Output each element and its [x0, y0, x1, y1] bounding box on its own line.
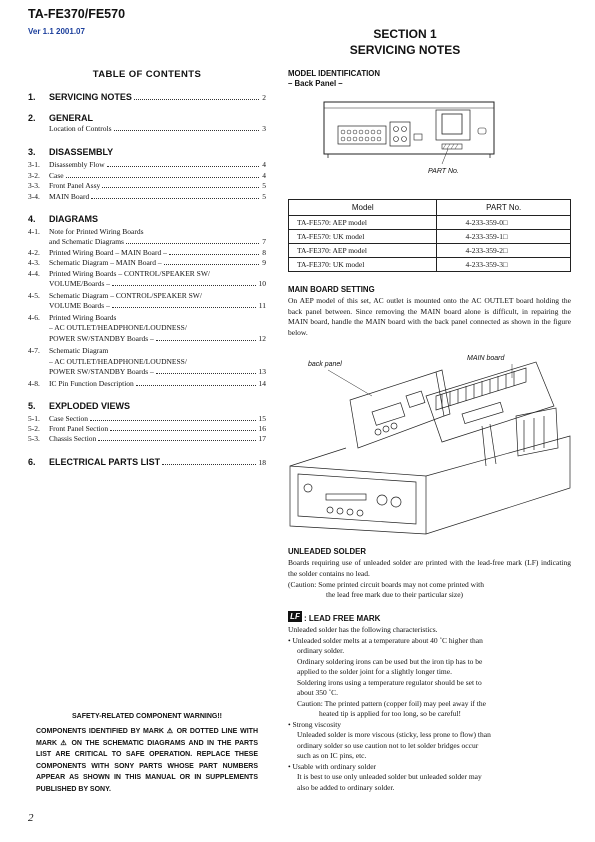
toc-leader [162, 464, 255, 465]
toc-number: 5-2. [28, 424, 40, 433]
toc-number: 4-4. [28, 269, 40, 278]
toc-row [28, 258, 266, 267]
table-row [289, 258, 571, 272]
toc-label: Printed Wiring Boards [49, 313, 117, 322]
toc-row [28, 192, 266, 201]
toc-leader [156, 340, 256, 341]
toc-number: 1. [28, 92, 36, 102]
toc-row [28, 357, 266, 366]
toc-row [28, 92, 266, 102]
back-panel-label: back panel [308, 361, 342, 368]
toc-number: 4-2. [28, 248, 40, 257]
toc-number: 4-1. [28, 227, 40, 236]
bullet-3-line: also be added to ordinary solder. [297, 783, 395, 792]
toc-page: 5 [262, 181, 266, 190]
table-row [289, 230, 571, 244]
toc-page: 7 [262, 237, 266, 246]
toc-row [28, 313, 266, 322]
toc-label: DISASSEMBLY [49, 147, 114, 157]
toc-page: 10 [258, 279, 266, 288]
toc-row [28, 291, 266, 300]
toc-row [28, 248, 266, 257]
model-title: TA-FE370/FE570 [28, 7, 126, 21]
toc-label: Case Section [49, 414, 88, 423]
toc-label: Schematic Diagram – MAIN Board – [49, 258, 162, 267]
toc-number: 3-3. [28, 181, 40, 190]
toc-number: 3-4. [28, 192, 40, 201]
toc-number: 3-1. [28, 160, 40, 169]
bullet-1-line: Soldering irons using a temperature regulator should be set to [297, 678, 482, 687]
toc-page: 15 [258, 414, 266, 423]
bullet-1-line: about 350 ˚C. [297, 688, 339, 697]
toc-row [28, 323, 266, 332]
model-cell: TA-FE570: UK model [289, 230, 437, 244]
model-cell: TA-FE370: AEP model [289, 244, 437, 258]
section-number: SECTION 1 [373, 27, 437, 41]
toc-row [28, 227, 266, 236]
model-cell: TA-FE570: AEP model [289, 216, 437, 230]
table-row [289, 216, 571, 230]
toc-row [28, 334, 266, 343]
unleaded-caution-2: the lead free mark due to their particular size) [326, 590, 464, 599]
toc-leader [169, 254, 259, 255]
toc-page: 4 [262, 160, 266, 169]
bullet-1-caution: Caution: The printed pattern (copper foil) may peel away if the [297, 699, 486, 708]
toc-leader [136, 385, 256, 386]
toc-title: TABLE OF CONTENTS [92, 69, 202, 80]
part-number-table [288, 199, 571, 272]
toc-label: VOLUME Boards – [49, 301, 110, 310]
bullet-2: • Strong viscosity [288, 720, 342, 729]
table-header-model: Model [289, 200, 437, 216]
bullet-2-line: Unleaded solder is more viscous (sticky, less prone to flow) than [297, 730, 491, 739]
toc-leader [114, 130, 260, 131]
toc-page: 2 [262, 93, 266, 102]
toc-page: 17 [258, 434, 266, 443]
toc-leader [91, 198, 259, 199]
toc-row [28, 237, 266, 246]
toc-page: 11 [258, 301, 266, 310]
part-cell: 4-233-359-2□ [437, 244, 571, 258]
toc-label: Printed Wiring Boards – CONTROL/SPEAKER SW/ [49, 269, 211, 278]
toc-page: 16 [258, 424, 266, 433]
toc-label: – AC OUTLET/HEADPHONE/LOUDNESS/ [49, 323, 187, 332]
table-row [289, 244, 571, 258]
toc-number: 4-6. [28, 313, 40, 322]
toc-row [28, 160, 266, 169]
toc-leader [90, 420, 256, 421]
toc-row [28, 113, 266, 123]
toc-number: 4-8. [28, 379, 40, 388]
toc-row [28, 379, 266, 388]
bullet-1-line: Ordinary soldering irons can be used but the iron tip has to be [297, 657, 483, 666]
toc-number: 5-3. [28, 434, 40, 443]
part-no-label: PART No. [428, 168, 459, 175]
toc-page: 8 [262, 248, 266, 257]
lead-free-title: : LEAD FREE MARK [304, 614, 381, 623]
part-cell: 4-233-359-1□ [437, 230, 571, 244]
toc-label: IC Pin Function Description [49, 379, 134, 388]
toc-leader [134, 99, 259, 100]
toc-leader [126, 243, 259, 244]
bullet-3-line: It is best to use only unleaded solder but unleaded solder may [297, 772, 482, 781]
toc-label: and Schematic Diagrams [49, 237, 124, 246]
toc-label: DIAGRAMS [49, 214, 98, 224]
toc-label: MAIN Board [49, 192, 90, 201]
toc-label: Disassembly Flow [49, 160, 105, 169]
toc-label: ELECTRICAL PARTS LIST [49, 457, 161, 467]
toc-row [28, 214, 266, 224]
main-board-label: MAIN board [467, 355, 505, 362]
bullet-1-line: ordinary solder. [297, 646, 345, 655]
toc-page: 18 [258, 458, 266, 467]
toc-number: 4-5. [28, 291, 40, 300]
page-number: 2 [28, 812, 34, 824]
toc-leader [66, 177, 260, 178]
toc-row [28, 401, 266, 411]
toc-leader [107, 166, 260, 167]
main-board-illustration [286, 356, 574, 536]
toc-leader [156, 373, 256, 374]
toc-number: 2. [28, 113, 36, 123]
toc-page: 9 [262, 258, 266, 267]
toc-leader [112, 307, 256, 308]
toc-row [28, 301, 266, 310]
toc-number: 4. [28, 214, 36, 224]
toc-leader [98, 440, 255, 441]
toc-label: Front Panel Assy [49, 181, 101, 190]
toc-page: 13 [258, 367, 266, 376]
toc-label: Note for Printed Wiring Boards [49, 227, 144, 236]
toc-page: 12 [258, 334, 266, 343]
toc-number: 3. [28, 147, 36, 157]
part-cell: 4-233-359-0□ [437, 216, 571, 230]
model-cell: TA-FE370: UK model [289, 258, 437, 272]
toc-number: 4-3. [28, 258, 40, 267]
model-id-title: MODEL IDENTIFICATION [288, 69, 380, 78]
toc-page: 5 [262, 192, 266, 201]
unleaded-title: UNLEADED SOLDER [288, 547, 366, 556]
toc-row [28, 147, 266, 157]
toc-label: Chassis Section [49, 434, 97, 443]
toc-label: – AC OUTLET/HEADPHONE/LOUDNESS/ [49, 357, 187, 366]
toc-label: Case [49, 171, 64, 180]
toc-number: 3-2. [28, 171, 40, 180]
toc-row [28, 424, 266, 433]
unleaded-text: Boards requiring use of unleaded solder are printed with the lead-free mark (LF) indicating the solder contains no lead. [288, 558, 571, 578]
toc-label: SERVICING NOTES [49, 92, 132, 102]
toc-number: 6. [28, 457, 36, 467]
toc-label: Printed Wiring Board – MAIN Board – [49, 248, 167, 257]
toc-number: 4-7. [28, 346, 40, 355]
toc-row [28, 269, 266, 278]
table-header-part: PART No. [437, 200, 571, 216]
bullet-1: • Unleaded solder melts at a temperature about 40 ˚C higher than [288, 636, 483, 645]
toc-row [28, 414, 266, 423]
section-title: SERVICING NOTES [349, 43, 461, 57]
toc-page: 3 [262, 124, 266, 133]
bullet-2-line: such as on IC pins, etc. [297, 751, 367, 760]
toc-row [28, 367, 266, 376]
toc-row [28, 434, 266, 443]
toc-label: Schematic Diagram – CONTROL/SPEAKER SW/ [49, 291, 202, 300]
toc-page: 14 [258, 379, 266, 388]
toc-leader [102, 187, 259, 188]
bullet-3: • Usable with ordinary solder [288, 762, 377, 771]
toc-row [28, 457, 266, 467]
back-panel-illustration [318, 98, 503, 178]
toc-label: Schematic Diagram [49, 346, 109, 355]
toc-page: 4 [262, 171, 266, 180]
main-board-title: MAIN BOARD SETTING [288, 285, 375, 294]
toc-number: 5. [28, 401, 36, 411]
version-label: Ver 1.1 2001.07 [28, 27, 85, 36]
toc-label: POWER SW/STANDBY Boards – [49, 367, 154, 376]
safety-warning-title: SAFETY-RELATED COMPONENT WARNING!! [72, 713, 222, 720]
main-board-text: On AEP model of this set, AC outlet is mounted onto the AC OUTLET board holding the back panel between. Since removing the MAIN board alone is difficult, in repairing the MAIN board, handle the MAIN board with the back panel connected as shown in the figure below. [288, 296, 571, 337]
toc-label: POWER SW/STANDBY Boards – [49, 334, 154, 343]
toc-label: Location of Controls [49, 124, 112, 133]
bullet-1-caution-line: heated tip is applied for too long, so be careful! [319, 709, 462, 718]
toc-label: VOLUME/Boards – [49, 279, 111, 288]
toc-number: 5-1. [28, 414, 40, 423]
toc-leader [112, 285, 255, 286]
safety-warning-body: COMPONENTS IDENTIFIED BY MARK ⚠ OR DOTTED LINE WITH MARK ⚠ ON THE SCHEMATIC DIAGRAMS AND IN THE PARTS LIST ARE CRITICAL TO SAFE OPERATION. REPLACE THESE COMPONENTS WITH SONY PARTS WHOSE PART NUMBERS APPEAR AS SHOWN IN THIS MANUAL OR IN SUPPLEMENTS PUBLISHED BY SONY. [36, 728, 258, 793]
toc-row [28, 171, 266, 180]
toc-label: GENERAL [49, 113, 94, 123]
toc-row [28, 124, 266, 133]
toc-row [28, 346, 266, 355]
toc-leader [164, 264, 260, 265]
toc-leader [110, 430, 255, 431]
part-cell: 4-233-359-3□ [437, 258, 571, 272]
model-id-subtitle: – Back Panel – [288, 79, 343, 88]
lead-free-icon: LF [288, 611, 302, 622]
bullet-2-line: ordinary solder so use caution not to let solder bridges occur [297, 741, 479, 750]
toc-row [28, 181, 266, 190]
toc-label: Front Panel Section [49, 424, 109, 433]
lead-free-intro: Unleaded solder has the following characteristics. [288, 625, 438, 634]
toc-row [28, 279, 266, 288]
unleaded-caution-1: (Caution: Some printed circuit boards may not come printed with [288, 580, 484, 589]
bullet-1-line: applied to the solder joint for a slightly longer time. [297, 667, 452, 676]
toc-label: EXPLODED VIEWS [49, 401, 131, 411]
